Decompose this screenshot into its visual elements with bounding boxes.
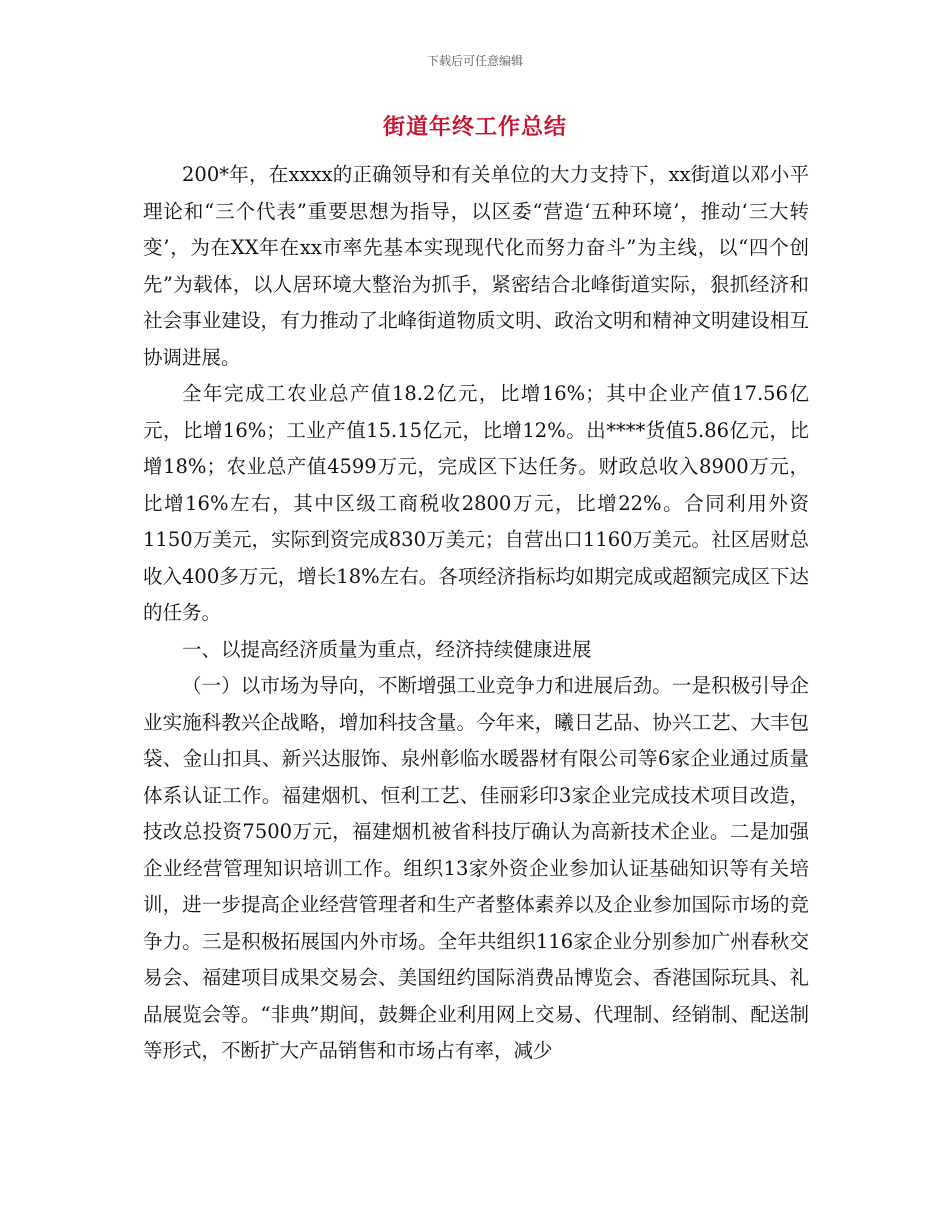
paragraph-subsection-1: （一）以市场为导向，不断增强工业竞争力和进展后劲。一是积极引导企业实施科教兴企战略，增加科技含量。今年来，曦日艺品、协兴工艺、大丰包袋、金山扣具、新兴达服饰、泉州彰临水暖器材有限公司等6家企业通过质量体系认证工作。福建烟机、恒利工艺、佳丽彩印3家企业完成技术项目改造，技改总投资7500万元，福建烟机被省科技厅确认为高新技术企业。二是加强企业经营管理知识培训工作。组织13家外资企业参加认证基础知识等有关培训，进一步提高企业经营管理者和生产者整体素养以及企业参加国际市场的竞争力。三是积极拓展国内外市场。全年共组织116家企业分别参加广州春秋交易会、福建项目成果交易会、美国纽约国际消费品博览会、香港国际玩具、礼品展览会等。“非典”期间，鼓舞企业利用网上交易、代理制、经销制、配送制等形式，不断扩大产品销售和市场占有率，减少 — [143, 674, 809, 1062]
paragraph-economic-figures: 全年完成工农业总产值18.2亿元，比增16%；其中企业产值17.56亿元，比增16%；工业产值15.15亿元，比增12%。出****货值5.86亿元，比增18%；农业总产值4599万元，完成区下达任务。财政总收入8900万元，比增16%左右，其中区级工商税收2800万元，比增22%。合同利用外资1150万美元，实际到资完成830万美元；自营出口1160万美元。社区居财总收入400多万元，增长18%左右。各项经济指标均如期完成或超额完成区下达的任务。 — [143, 382, 809, 624]
document-body — [143, 157, 809, 1070]
header-note: 下载后可任意编辑 — [426, 54, 523, 68]
section-heading-1: 一、以提高经济质量为重点，经济持续健康进展 — [182, 637, 592, 661]
document-title: 街道年终工作总结 — [382, 115, 567, 140]
paragraph-intro: 200*年，在xxxx的正确领导和有关单位的大力支持下，xx街道以邓小平理论和“三个代表”重要思想为指导，以区委“营造‘五种环境’，推动‘三大转变’，为在XX年在xx市率先基本实现现代化而努力奋斗”为主线，以“四个创先”为载体，以人居环境大整治为抓手，紧密结合北峰街道实际，狠抓经济和社会事业建设，有力推动了北峰街道物质文明、政治文明和精神文明建设相互协调进展。 — [143, 163, 809, 369]
